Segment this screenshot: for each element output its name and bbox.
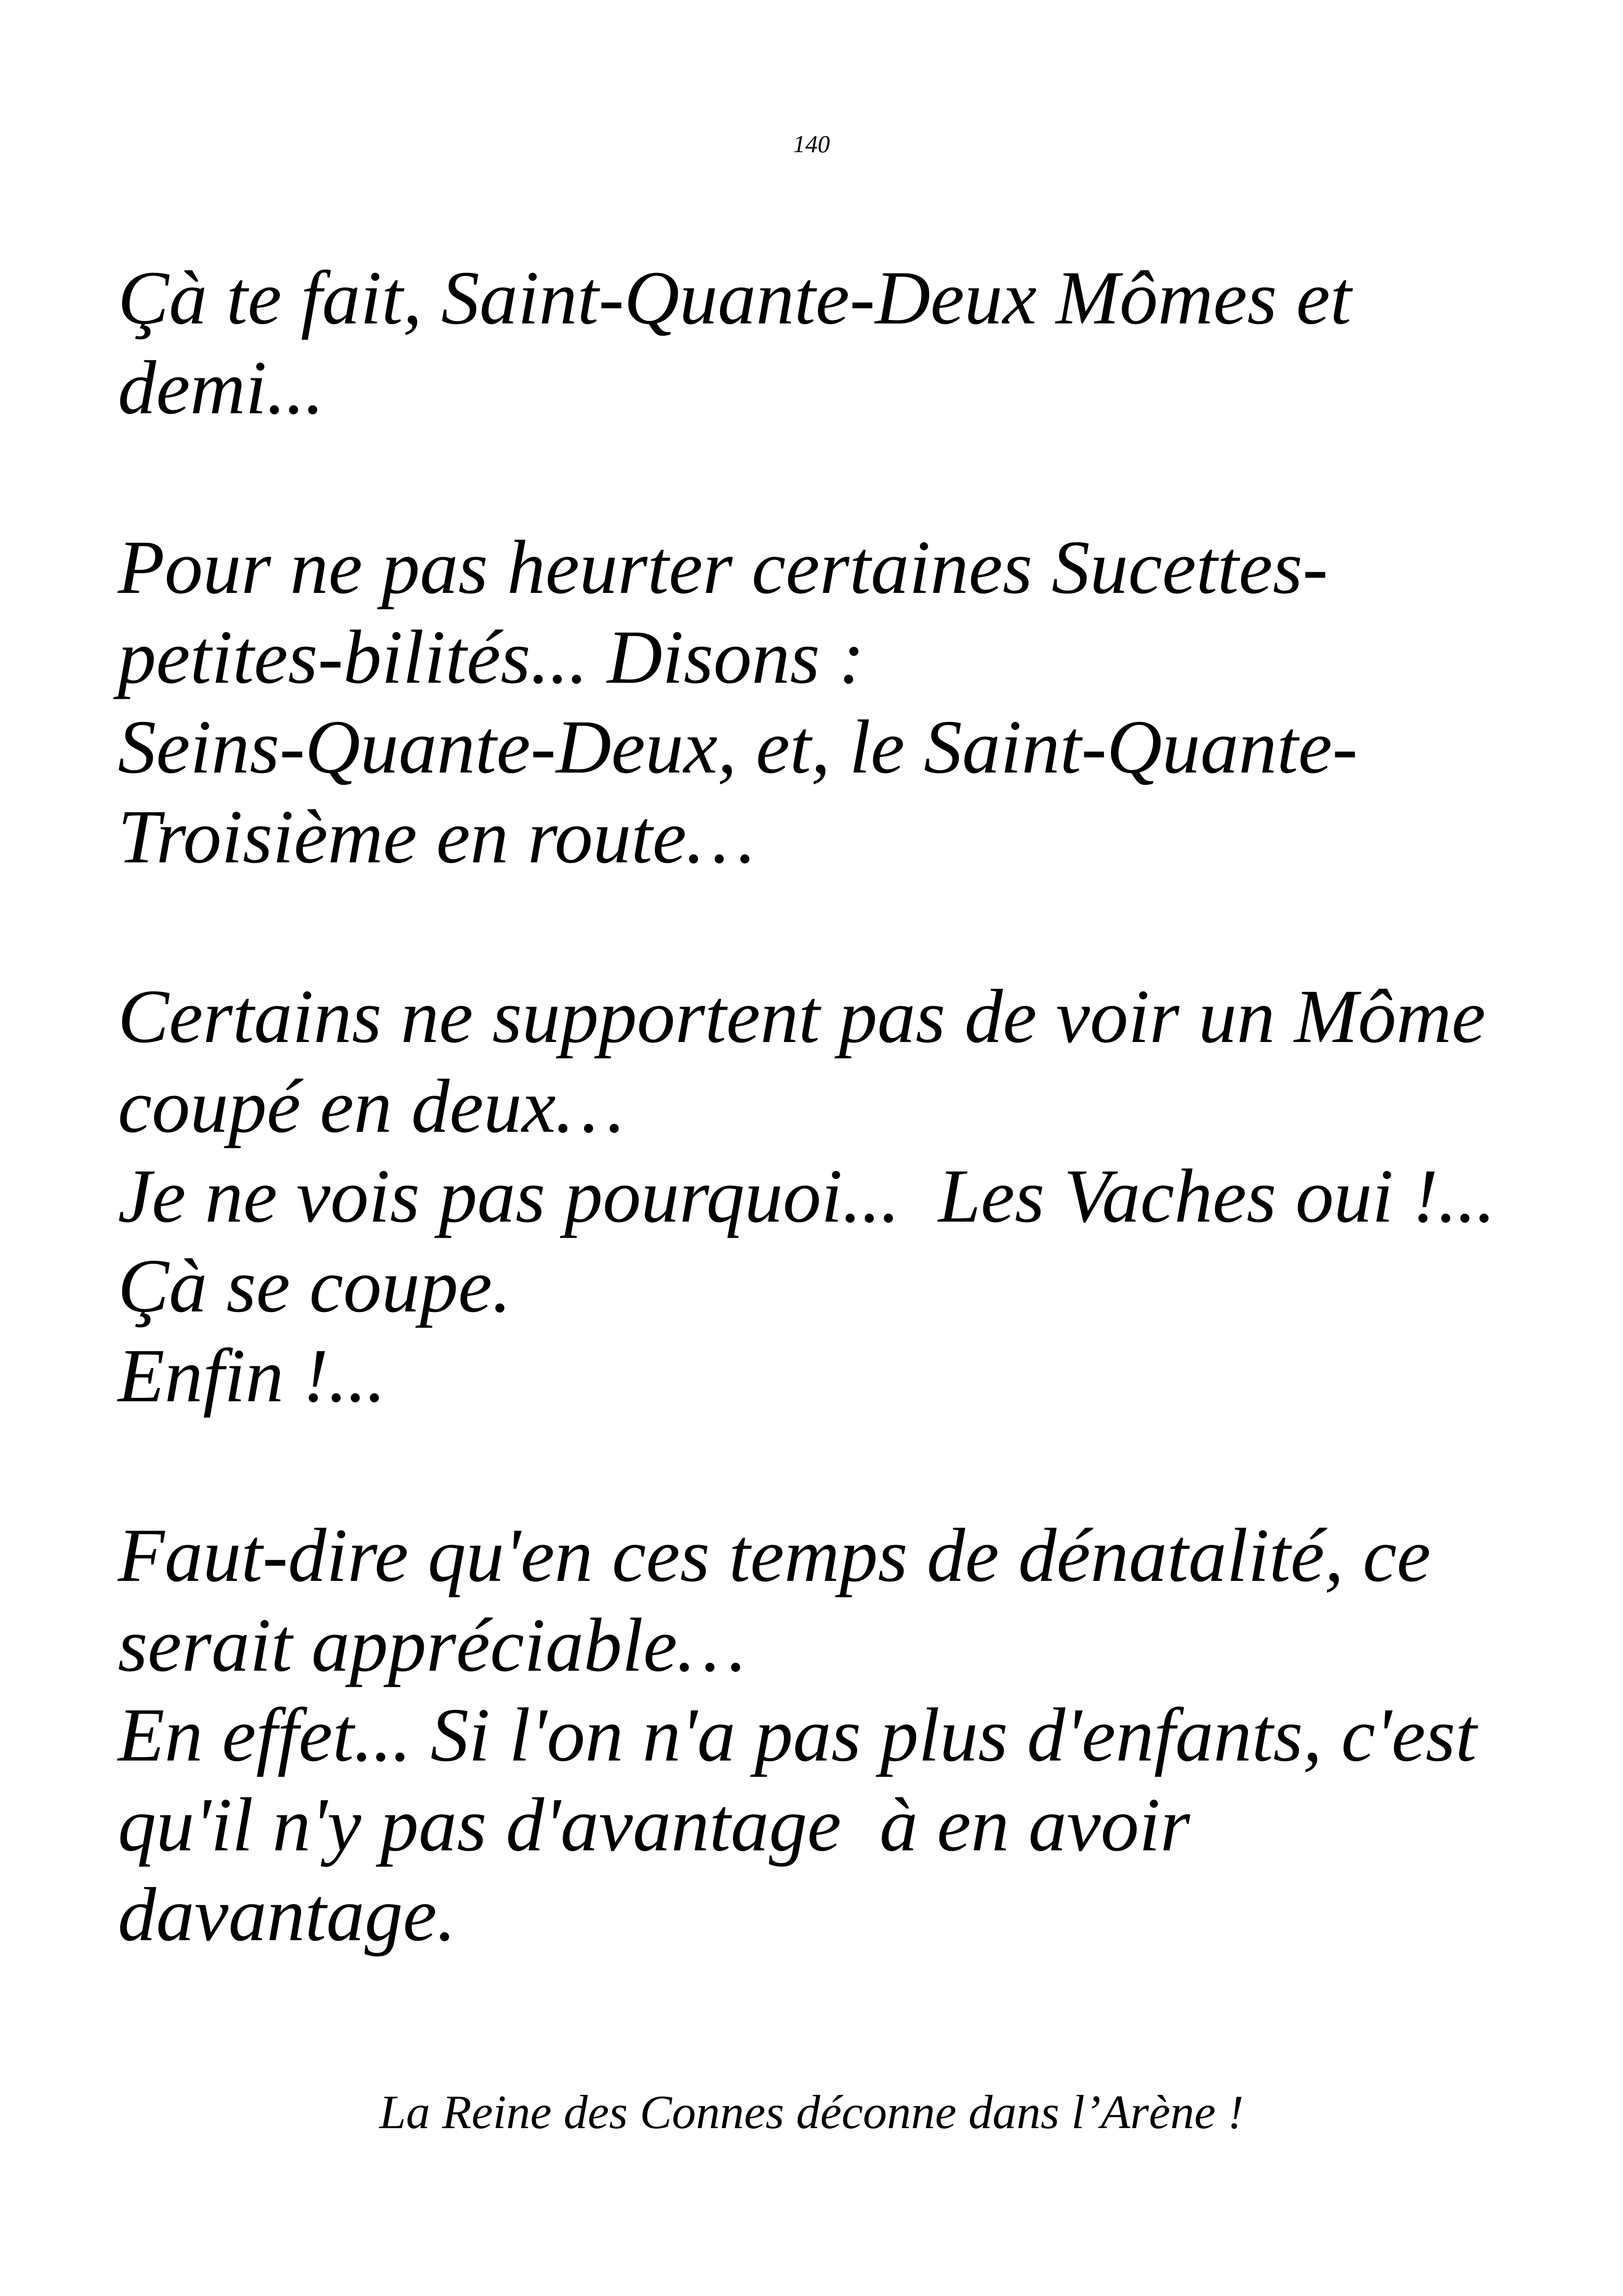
text-line: Enfin !... [118,1333,386,1418]
page-number: 140 [793,130,830,158]
text-line: Pour ne pas heurter certaines Sucettes- [118,525,1328,610]
body-text [118,253,1542,1959]
text-line: davantage. [118,1872,456,1957]
text-line: En effet... Si l'on n'a pas plus d'enfants, c'est [118,1692,1477,1777]
text-line: qu'il n'y pas d'avantage à en avoir [118,1782,1190,1867]
text-line: Faut-dire qu'en ces temps de dénatalité, ce [118,1513,1431,1598]
text-line: petites-bilités... Disons : [118,614,865,699]
paragraph [118,253,1542,432]
text-line: Je ne vois pas pourquoi... Les Vaches oui !... [118,1153,1496,1238]
text-line: coupé en deux… [118,1064,624,1148]
running-footer: La Reine des Connes déconne dans l’Arène ! [379,2086,1244,2139]
paragraph [118,971,1542,1420]
text-line: Troisième en route… [118,794,755,879]
text-line: Çà se coupe. [118,1243,512,1328]
paragraph [118,1510,1542,1959]
text-line: Çà te fait, Saint-Quante-Deux Mômes et [118,255,1352,340]
text-line: demi... [118,345,325,430]
paragraph [118,522,1542,881]
text-line: Certains ne supportent pas de voir un Môme [118,974,1486,1059]
text-line: serait appréciable… [118,1602,746,1687]
text-line: Seins-Quante-Deux, et, le Saint-Quante- [118,704,1358,789]
